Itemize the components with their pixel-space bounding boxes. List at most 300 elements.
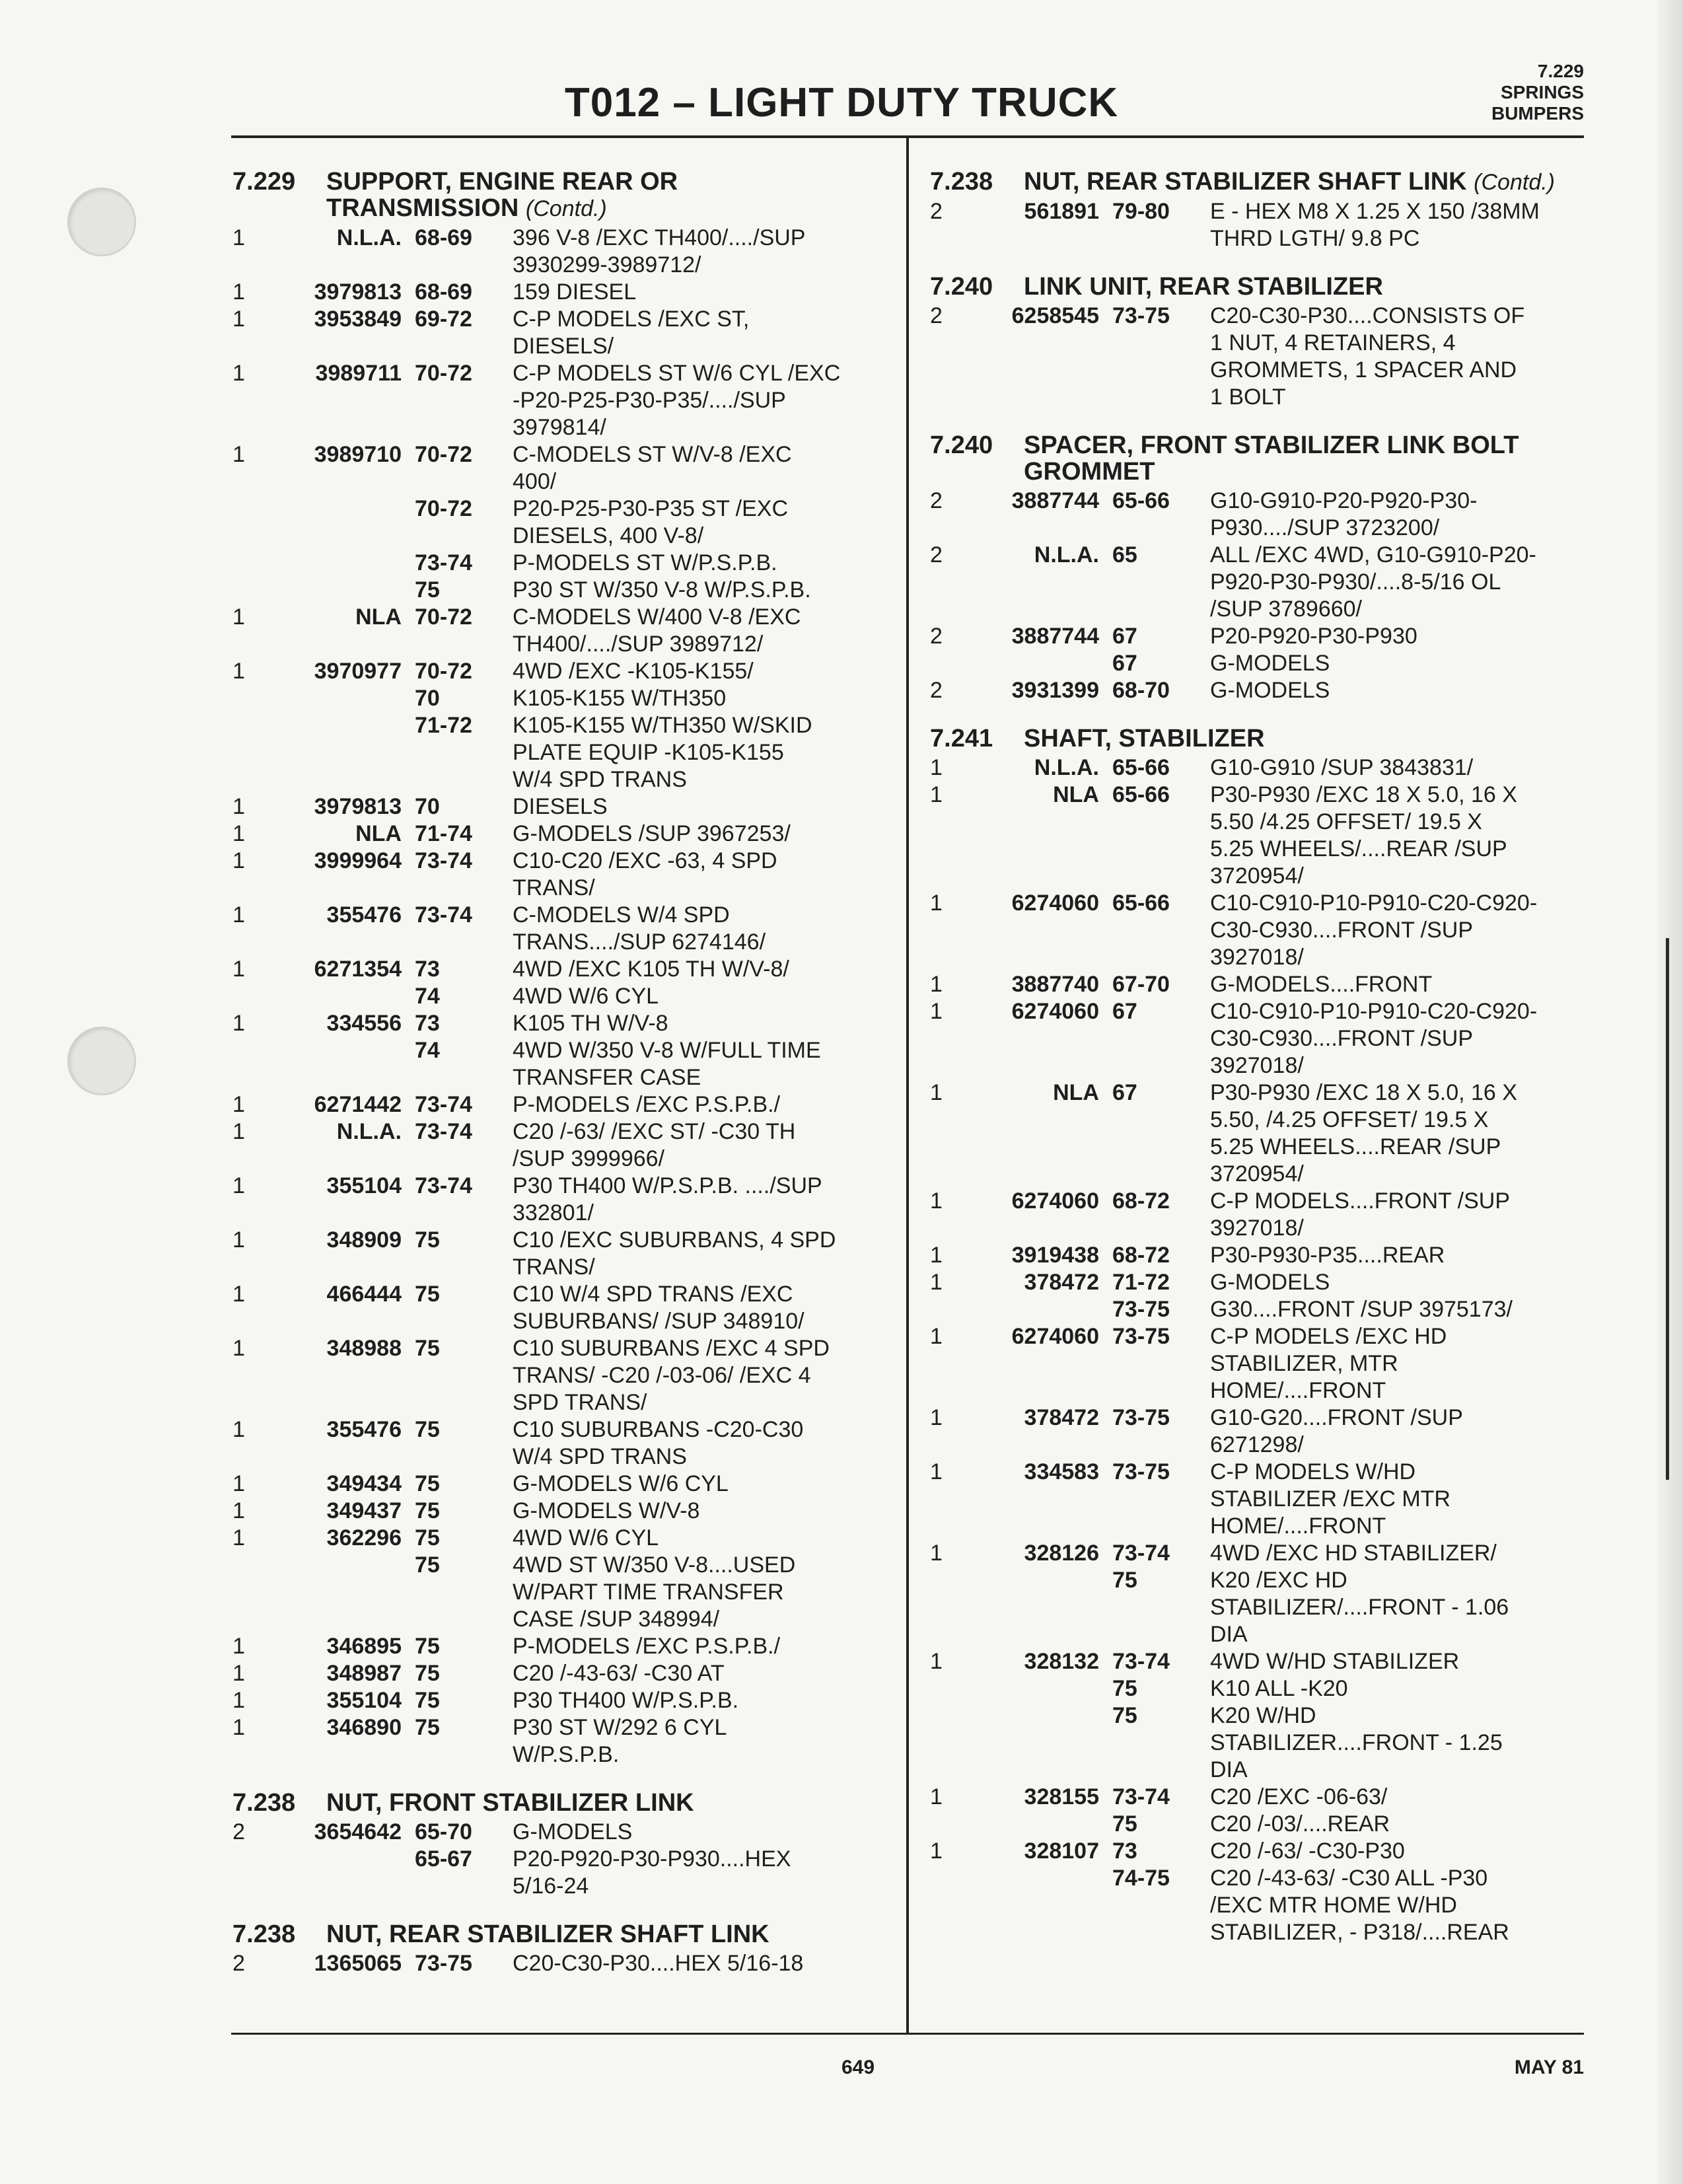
- model-years: 73-75: [1112, 1459, 1170, 1484]
- catalog-row: [930, 1323, 1584, 1404]
- section-heading: [233, 1790, 886, 1816]
- description: [1210, 1242, 1584, 1269]
- catalog-row: [233, 1846, 886, 1900]
- model-years: 69-72: [415, 307, 472, 332]
- part-number: 355476: [326, 1417, 402, 1442]
- description-line: E - HEX M8 X 1.25 X 150 /38MM: [1210, 199, 1540, 224]
- description-line: P-MODELS /EXC P.S.P.B./: [513, 1092, 781, 1117]
- section-gap: [233, 1900, 886, 1921]
- description: [513, 604, 886, 658]
- description-line: P30-P930-P35....REAR: [1210, 1243, 1445, 1268]
- description-line: 5/16-24: [513, 1874, 589, 1899]
- description: [513, 848, 886, 902]
- catalog-row: [233, 1037, 886, 1091]
- part-number: 349434: [326, 1471, 402, 1496]
- catalog-row: [233, 495, 886, 550]
- description-line: TH400/..../SUP 3989712/: [513, 632, 764, 657]
- description-line: G30....FRONT /SUP 3975173/: [1210, 1297, 1513, 1322]
- description-line: K20 /EXC HD: [1210, 1568, 1347, 1593]
- section-line-2: BUMPERS: [1491, 103, 1584, 124]
- description-line: STABILIZER/....FRONT - 1.06: [1210, 1595, 1509, 1620]
- model-years: 75: [415, 1661, 440, 1686]
- left-column: [233, 168, 886, 1977]
- model-years: 67-70: [1112, 972, 1170, 997]
- description-line: DIA: [1210, 1757, 1248, 1782]
- description-line: 6271298/: [1210, 1432, 1304, 1457]
- section-gap: [233, 1768, 886, 1790]
- section-title-line-wrap: [326, 195, 886, 222]
- description-line: -P20-P25-P30-P35/..../SUP: [513, 388, 786, 413]
- part-number: 3887740: [1011, 972, 1099, 997]
- part-number: 3887744: [1011, 488, 1099, 513]
- part-number: 3979813: [314, 794, 402, 819]
- description: [513, 1552, 886, 1633]
- model-years: 71-72: [415, 713, 472, 738]
- catalog-row: [930, 1269, 1584, 1296]
- description-line: P30 TH400 W/P.S.P.B.: [513, 1688, 739, 1713]
- description-line: 4WD W/6 CYL: [513, 1525, 659, 1550]
- part-number: 6274060: [1011, 1324, 1099, 1349]
- catalog-row: [930, 1811, 1584, 1838]
- model-years: 75: [415, 1688, 440, 1713]
- description-line: K105-K155 W/TH350 W/SKID: [513, 713, 812, 738]
- description-line: 3979814/: [513, 415, 606, 440]
- catalog-row: [233, 1281, 886, 1335]
- catalog-row: [930, 650, 1584, 677]
- catalog-row: [233, 1687, 886, 1714]
- section-number: 7.229: [1537, 61, 1584, 81]
- model-years: 67: [1112, 624, 1137, 649]
- model-years: 71-74: [415, 821, 472, 846]
- part-number: [271, 1552, 415, 1633]
- model-years: 75: [415, 1417, 440, 1442]
- part-number: 3931399: [1011, 678, 1099, 703]
- issue-date: MAY 81: [1514, 2057, 1584, 2078]
- description-line: 5.25 WHEELS....REAR /SUP: [1210, 1134, 1501, 1159]
- description: [513, 793, 886, 820]
- description-line: C20 /-63/ -C30-P30: [1210, 1838, 1405, 1864]
- section-title-line: SHAFT, STABILIZER: [1024, 725, 1265, 752]
- part-number: [271, 712, 415, 793]
- catalog-row: [930, 677, 1584, 704]
- model-years: 73-74: [1112, 1784, 1170, 1809]
- description-line: C10-C20 /EXC -63, 4 SPD: [513, 848, 777, 873]
- quantity: 2: [930, 303, 943, 328]
- catalog-row: [233, 1525, 886, 1552]
- quantity: 1: [233, 794, 245, 819]
- model-years: 73-74: [415, 848, 472, 873]
- section-title-line: NUT, REAR STABILIZER SHAFT LINK: [326, 1920, 770, 1948]
- description: [1210, 303, 1584, 411]
- description: [1210, 1079, 1584, 1188]
- description: [513, 1037, 886, 1091]
- description-line: K105-K155 W/TH350: [513, 686, 727, 711]
- description-line: C10 SUBURBANS -C20-C30: [513, 1417, 804, 1442]
- description-line: C20 /-43-63/ -C30 AT: [513, 1661, 725, 1686]
- description-line: 4WD ST W/350 V-8....USED: [513, 1552, 796, 1578]
- quantity: [233, 1552, 271, 1633]
- description: [1210, 1811, 1584, 1838]
- description: [513, 1118, 886, 1173]
- section-number: 7.238: [233, 1789, 296, 1817]
- catalog-row: [930, 1702, 1584, 1784]
- description-line: P30 TH400 W/P.S.P.B. ..../SUP: [513, 1173, 822, 1198]
- model-years: 68-72: [1112, 1188, 1170, 1214]
- description-line: 3927018/: [1210, 945, 1304, 970]
- description-line: P20-P920-P30-P930: [1210, 624, 1417, 649]
- quantity: [930, 650, 968, 677]
- part-number: [968, 1865, 1112, 1946]
- description: [1210, 754, 1584, 782]
- part-number: 6271354: [314, 957, 402, 982]
- description-line: ALL /EXC 4WD, G10-G910-P20-: [1210, 542, 1536, 567]
- model-years: 75: [1112, 1676, 1137, 1701]
- quantity: 1: [233, 1471, 245, 1496]
- catalog-row: [233, 306, 886, 360]
- description-line: DIESELS, 400 V-8/: [513, 523, 704, 548]
- model-years: 73: [1112, 1838, 1137, 1864]
- catalog-row: [233, 1335, 886, 1416]
- part-number: [968, 1811, 1112, 1838]
- section-title-line: NUT, FRONT STABILIZER LINK: [326, 1789, 694, 1817]
- section-gap: [930, 252, 1584, 273]
- quantity: 2: [930, 678, 943, 703]
- description-line: K105 TH W/V-8: [513, 1011, 668, 1036]
- quantity: 1: [233, 1525, 245, 1550]
- description-line: DIA: [1210, 1622, 1248, 1647]
- catalog-row: [930, 971, 1584, 998]
- description-line: TRANS/: [513, 875, 595, 900]
- description: [513, 1633, 886, 1660]
- quantity: [930, 1702, 968, 1784]
- catalog-row: [233, 1714, 886, 1768]
- description: [1210, 198, 1584, 252]
- description-line: G-MODELS W/6 CYL: [513, 1471, 729, 1496]
- part-number: NLA: [355, 604, 402, 630]
- description: [1210, 998, 1584, 1079]
- catalog-row: [930, 1838, 1584, 1865]
- model-years: 74: [415, 1038, 440, 1063]
- part-number: 328155: [1024, 1784, 1099, 1809]
- description: [513, 1091, 886, 1118]
- description-line: C20 /-43-63/ -C30 ALL -P30: [1210, 1866, 1488, 1891]
- part-number: 6274060: [1011, 999, 1099, 1024]
- model-years: 75: [415, 1498, 440, 1523]
- description-line: 4WD W/350 V-8 W/FULL TIME: [513, 1038, 821, 1063]
- model-years: 70-72: [415, 604, 472, 630]
- description: [1210, 1675, 1584, 1702]
- section-heading: [930, 432, 1584, 485]
- part-number: 328132: [1024, 1649, 1099, 1674]
- description-line: STABILIZER, - P318/....REAR: [1210, 1920, 1509, 1945]
- description-line: DIESELS: [513, 794, 608, 819]
- quantity: 1: [930, 1649, 943, 1674]
- model-years: 67: [1112, 999, 1137, 1024]
- model-years: 73-74: [1112, 1649, 1170, 1674]
- part-number: 328126: [1024, 1541, 1099, 1566]
- description: [1210, 1838, 1584, 1865]
- part-number: 346895: [326, 1634, 402, 1659]
- description: [513, 225, 886, 279]
- catalog-row: [930, 890, 1584, 971]
- quantity: 1: [930, 1405, 943, 1430]
- catalog-row: [930, 1567, 1584, 1648]
- description-line: G-MODELS: [513, 1819, 633, 1844]
- model-years: 73-75: [1112, 1324, 1170, 1349]
- column-divider: [906, 137, 909, 2033]
- quantity: 1: [930, 1541, 943, 1566]
- description-line: P30 ST W/350 V-8 W/P.S.P.B.: [513, 577, 811, 602]
- part-number: 348988: [326, 1336, 402, 1361]
- description-line: C-P MODELS /EXC HD: [1210, 1324, 1447, 1349]
- quantity: 1: [930, 891, 943, 916]
- description: [513, 685, 886, 712]
- section-line-1: SPRINGS: [1500, 82, 1584, 102]
- description-line: C30-C930....FRONT /SUP: [1210, 918, 1474, 943]
- part-number: 3654642: [314, 1819, 402, 1844]
- catalog-row: [930, 998, 1584, 1079]
- description-line: G10-G910 /SUP 3843831/: [1210, 755, 1474, 780]
- part-number: 6271442: [314, 1092, 402, 1117]
- description: [1210, 1296, 1584, 1323]
- model-years: 65-66: [1112, 488, 1170, 513]
- description: [1210, 1404, 1584, 1459]
- section-gap: [930, 411, 1584, 432]
- quantity: 1: [233, 1688, 245, 1713]
- description-line: C10 /EXC SUBURBANS, 4 SPD: [513, 1227, 836, 1253]
- model-years: 73-74: [1112, 1541, 1170, 1566]
- model-years: 79-80: [1112, 199, 1170, 224]
- description-line: G10-G910-P20-P920-P30-: [1210, 488, 1478, 513]
- model-years: 70-72: [415, 442, 472, 467]
- quantity: 2: [233, 1819, 245, 1844]
- catalog-row: [233, 279, 886, 306]
- part-number: 3887744: [1011, 624, 1099, 649]
- scan-edge: [1658, 0, 1683, 2184]
- catalog-row: [233, 1416, 886, 1471]
- description-line: SPD TRANS/: [513, 1390, 647, 1415]
- quantity: 1: [233, 957, 245, 982]
- footer-rule: [231, 2033, 1584, 2035]
- quantity: [233, 1037, 271, 1091]
- description-line: GROMMETS, 1 SPACER AND: [1210, 357, 1517, 382]
- model-years: 67: [1112, 651, 1137, 676]
- description: [1210, 650, 1584, 677]
- description-line: W/P.S.P.B.: [513, 1742, 620, 1767]
- description-line: G-MODELS: [1210, 678, 1330, 703]
- quantity: 1: [233, 604, 245, 630]
- quantity: 2: [930, 542, 943, 567]
- model-years: 68-69: [415, 279, 472, 305]
- model-years: 65-66: [1112, 782, 1170, 807]
- model-years: 65-66: [1112, 755, 1170, 780]
- part-number: 3979813: [314, 279, 402, 305]
- description-line: C-P MODELS W/HD: [1210, 1459, 1416, 1484]
- model-years: 73-74: [415, 1119, 472, 1144]
- quantity: [233, 1846, 271, 1900]
- description: [1210, 1188, 1584, 1242]
- catalog-row: [930, 623, 1584, 650]
- description-line: TRANS/: [513, 1255, 595, 1280]
- model-years: 73-74: [415, 1173, 472, 1198]
- description: [513, 956, 886, 983]
- quantity: [233, 685, 271, 712]
- part-number: NLA: [1053, 1080, 1099, 1105]
- description: [1210, 1702, 1584, 1784]
- catalog-row: [233, 1633, 886, 1660]
- description-line: P30-P930 /EXC 18 X 5.0, 16 X: [1210, 1080, 1517, 1105]
- description-line: G-MODELS W/V-8: [513, 1498, 700, 1523]
- model-years: 73-75: [415, 1951, 472, 1976]
- description-line: W/PART TIME TRANSFER: [513, 1580, 784, 1605]
- part-number: 3919438: [1011, 1243, 1099, 1268]
- section-number: 7.241: [930, 725, 993, 752]
- description: [513, 1846, 886, 1900]
- description-line: 4WD /EXC -K105-K155/: [513, 659, 754, 684]
- quantity: 2: [930, 199, 943, 224]
- catalog-row: [233, 1471, 886, 1498]
- quantity: [233, 983, 271, 1010]
- catalog-row: [233, 983, 886, 1010]
- part-number: 355104: [326, 1173, 402, 1198]
- description-line: C-P MODELS ST W/6 CYL /EXC: [513, 361, 841, 386]
- model-years: 74-75: [1112, 1866, 1170, 1891]
- description-line: P20-P25-P30-P35 ST /EXC: [513, 496, 789, 521]
- part-number: [968, 1675, 1112, 1702]
- page-title: T012 – LIGHT DUTY TRUCK: [564, 80, 1119, 126]
- model-years: 73-75: [1112, 303, 1170, 328]
- part-number: N.L.A.: [1034, 542, 1099, 567]
- quantity: 2: [930, 488, 943, 513]
- section-title-line-wrap: [1024, 168, 1584, 196]
- description: [1210, 1323, 1584, 1404]
- section-heading: [930, 168, 1584, 196]
- quantity: [233, 495, 271, 550]
- description-line: C20 /-03/....REAR: [1210, 1811, 1390, 1837]
- model-years: 73-74: [415, 902, 472, 928]
- model-years: 70-72: [415, 496, 472, 521]
- catalog-row: [233, 658, 886, 685]
- description-line: SUBURBANS/ /SUP 348910/: [513, 1309, 805, 1334]
- quantity: 1: [233, 1417, 245, 1442]
- description: [513, 1660, 886, 1687]
- quantity: 1: [233, 307, 245, 332]
- part-number: [968, 1296, 1112, 1323]
- part-number: N.L.A.: [336, 225, 402, 250]
- description: [513, 1471, 886, 1498]
- binder-hole-bottom: [67, 1027, 136, 1095]
- description-line: 4WD W/6 CYL: [513, 984, 659, 1009]
- description-line: TRANS..../SUP 6274146/: [513, 929, 766, 955]
- description-line: /SUP 3789660/: [1210, 597, 1362, 622]
- catalog-row: [930, 1296, 1584, 1323]
- model-years: 75: [415, 1552, 440, 1578]
- part-number: 3970977: [314, 659, 402, 684]
- description-line: P930..../SUP 3723200/: [1210, 515, 1440, 540]
- catalog-row: [233, 956, 886, 983]
- description-line: 3720954/: [1210, 1161, 1304, 1186]
- description-line: 5.25 WHEELS/....REAR /SUP: [1210, 836, 1507, 861]
- continued-note: (Contd.): [1474, 170, 1555, 195]
- description-line: /EXC MTR HOME W/HD: [1210, 1893, 1457, 1918]
- part-number: NLA: [355, 821, 402, 846]
- quantity: 1: [930, 755, 943, 780]
- quantity: 1: [233, 821, 245, 846]
- quantity: 1: [233, 442, 245, 467]
- description: [1210, 623, 1584, 650]
- description: [513, 1498, 886, 1525]
- description-line: P-MODELS /EXC P.S.P.B./: [513, 1634, 781, 1659]
- description: [513, 360, 886, 441]
- description-line: P920-P30-P930/....8-5/16 OL: [1210, 569, 1501, 595]
- description-line: P-MODELS ST W/P.S.P.B.: [513, 550, 777, 575]
- quantity: 1: [930, 1784, 943, 1809]
- quantity: 1: [233, 1282, 245, 1307]
- description: [1210, 1567, 1584, 1648]
- part-number: 378472: [1024, 1405, 1099, 1430]
- description: [513, 1714, 886, 1768]
- quantity: 1: [233, 1715, 245, 1740]
- model-years: 75: [415, 577, 440, 602]
- part-number: 3953849: [314, 307, 402, 332]
- catalog-row: [930, 198, 1584, 252]
- description: [513, 658, 886, 685]
- part-number: N.L.A.: [336, 1119, 402, 1144]
- quantity: 1: [930, 1188, 943, 1214]
- description: [513, 983, 886, 1010]
- quantity: [233, 550, 271, 577]
- quantity: 1: [233, 1634, 245, 1659]
- description-line: C20-C30-P30....CONSISTS OF: [1210, 303, 1525, 328]
- catalog-row: [930, 1459, 1584, 1540]
- description: [1210, 488, 1584, 542]
- description: [513, 1819, 886, 1846]
- model-years: 73-75: [1112, 1405, 1170, 1430]
- description: [513, 441, 886, 495]
- model-years: 68-72: [1112, 1243, 1170, 1268]
- description-line: C-MODELS W/400 V-8 /EXC: [513, 604, 801, 630]
- catalog-row: [233, 441, 886, 495]
- part-number: 6274060: [1011, 891, 1099, 916]
- description: [1210, 1269, 1584, 1296]
- description-line: 4WD W/HD STABILIZER: [1210, 1649, 1460, 1674]
- quantity: 1: [930, 972, 943, 997]
- description-line: W/4 SPD TRANS: [513, 767, 687, 792]
- description: [513, 1281, 886, 1335]
- catalog-row: [233, 1819, 886, 1846]
- catalog-row: [930, 1675, 1584, 1702]
- description: [1210, 971, 1584, 998]
- description-line: PLATE EQUIP -K105-K155: [513, 740, 784, 765]
- description: [513, 1950, 886, 1977]
- part-number: 348987: [326, 1661, 402, 1686]
- catalog-row: [930, 542, 1584, 623]
- section-heading: [233, 168, 886, 222]
- quantity: 1: [930, 1270, 943, 1295]
- part-number: 346890: [326, 1715, 402, 1740]
- model-years: 73-74: [415, 1092, 472, 1117]
- model-years: 73: [415, 1011, 440, 1036]
- section-title: [1024, 725, 1584, 752]
- part-number: [271, 1846, 415, 1900]
- description-line: C-MODELS ST W/V-8 /EXC: [513, 442, 792, 467]
- description-line: C10 W/4 SPD TRANS /EXC: [513, 1282, 793, 1307]
- catalog-row: [930, 754, 1584, 782]
- description: [513, 1227, 886, 1281]
- catalog-row: [233, 1173, 886, 1227]
- description-line: K20 W/HD: [1210, 1703, 1316, 1728]
- catalog-row: [233, 848, 886, 902]
